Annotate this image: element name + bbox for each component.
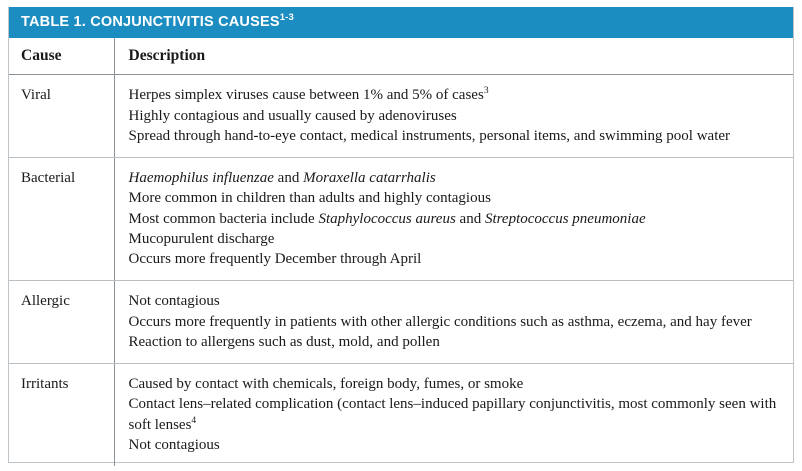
reference-superscript: 3 — [483, 86, 489, 97]
data-table — [9, 38, 793, 466]
table-body — [9, 75, 793, 466]
description-line: Caused by contact with chemicals, foreign body, fumes, or smoke — [128, 376, 524, 393]
reference-superscript: 4 — [191, 415, 197, 426]
cell-cause: Viral — [9, 75, 114, 158]
cell-description — [114, 364, 793, 467]
description-line: Mucopurulent discharge — [128, 230, 275, 247]
cell-cause: Bacterial — [9, 158, 114, 281]
cell-cause: Irritants — [21, 376, 69, 393]
table-title-superscript: 1-3 — [279, 12, 295, 24]
description-line: Reaction to allergens such as dust, mold, and pollen — [128, 333, 440, 350]
table-card — [8, 7, 794, 463]
cell-description — [114, 158, 793, 281]
description-line: Spread through hand-to-eye contact, medical instruments, personal items, and swimming pool water — [128, 127, 731, 144]
table-row — [9, 281, 793, 364]
column-header-cause: Cause — [9, 38, 114, 75]
cell-description — [114, 281, 793, 364]
table-row — [9, 158, 793, 281]
table-header — [9, 38, 793, 75]
description-line: More common in children than adults and highly contagious — [128, 190, 491, 207]
table-row — [9, 75, 793, 158]
description-line: Not contagious — [128, 436, 220, 453]
column-header-description: Description — [114, 38, 793, 75]
table-row — [9, 364, 793, 467]
cell-cause: Allergic — [9, 281, 114, 364]
cell-description — [114, 75, 793, 158]
table-header-row — [9, 38, 793, 75]
description-line: Occurs more frequently in patients with other allergic conditions such as asthma, eczema, and hay fever — [128, 313, 752, 330]
description-line: Highly contagious and usually caused by adenoviruses — [128, 107, 457, 124]
description-line: Contact lens–related complication (contact lens–induced papillary conjunctivitis, most commonly seen with soft lenses$^4$ — [128, 396, 777, 433]
description-line: Herpes simplex viruses cause between 1% and 5% of cases$^3$ — [128, 86, 489, 104]
description-line: Not contagious — [128, 293, 220, 310]
description-line: Occurs more frequently December through April — [128, 251, 422, 268]
description-line: Haemophilus influenzae and Moraxella catarrhalis — [128, 170, 436, 187]
description-line: Most common bacteria include Staphylococcus aureus and Streptococcus pneumoniae — [128, 210, 646, 227]
table-title — [9, 7, 793, 38]
table-title-text: TABLE 1. CONJUNCTIVITIS CAUSES — [21, 14, 280, 30]
